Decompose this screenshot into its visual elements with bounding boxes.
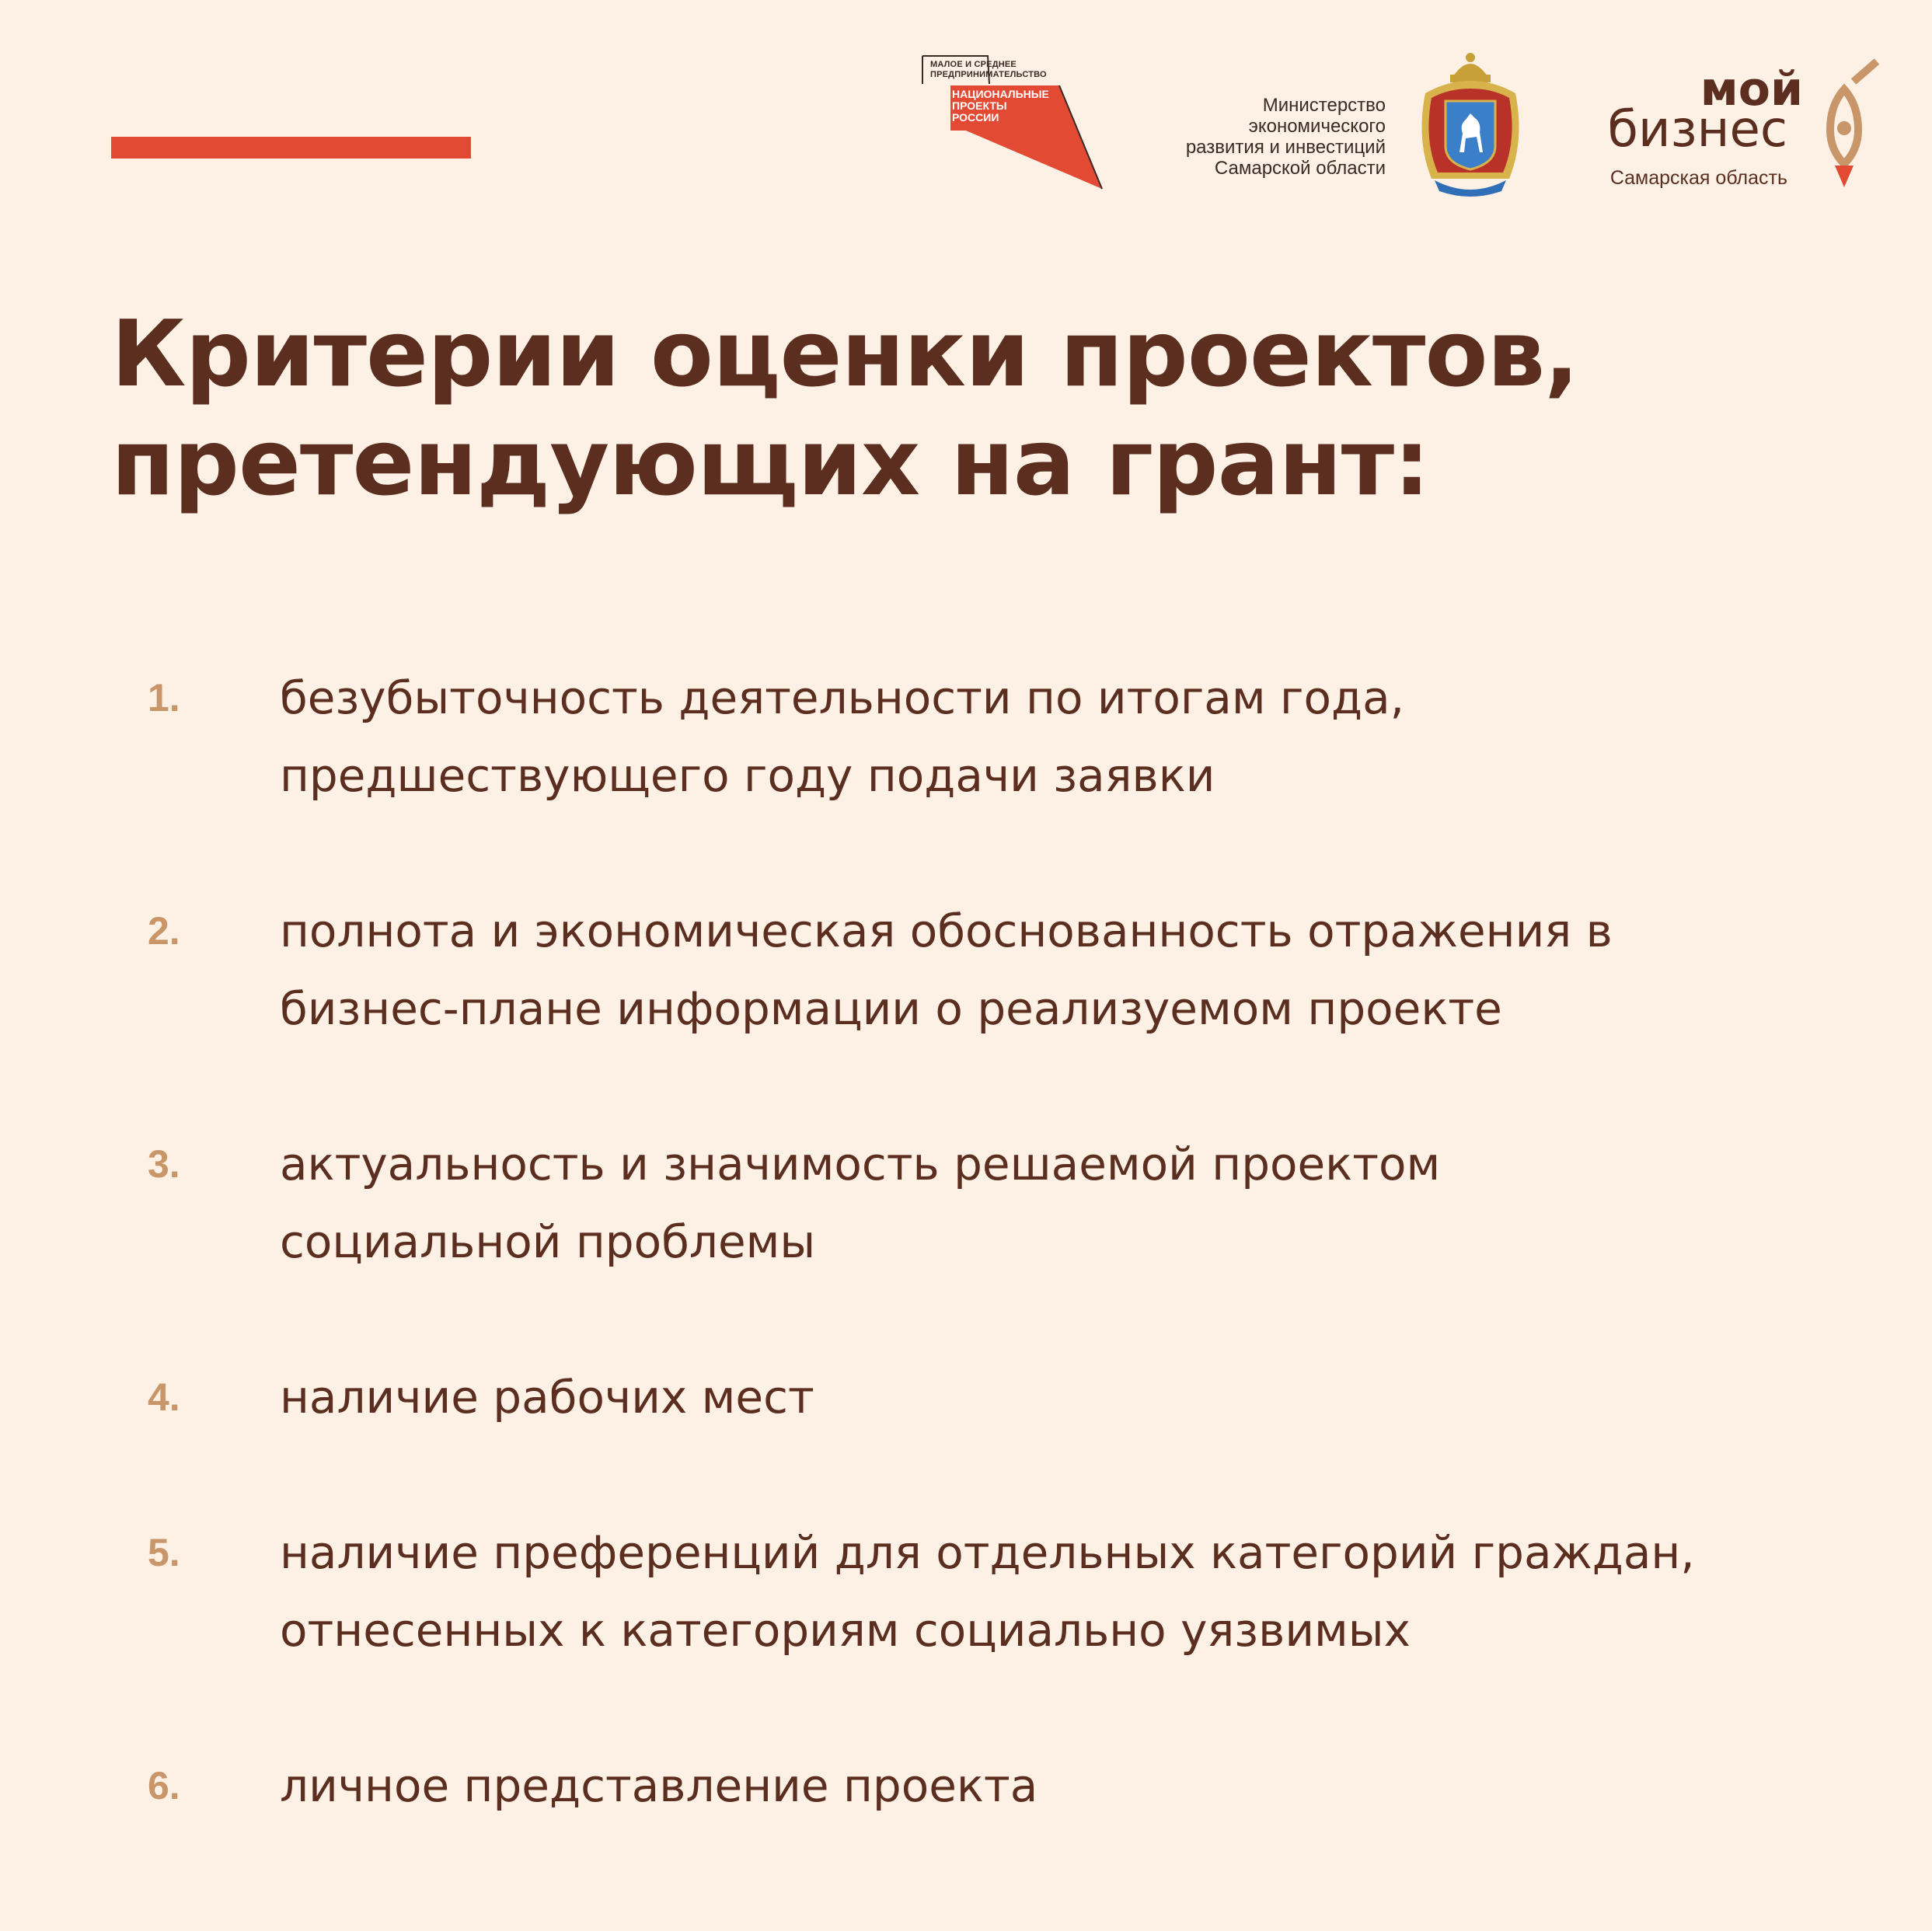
criteria-line: социальной проблемы (280, 1215, 816, 1268)
moy-biznes-word-1: мой (1700, 62, 1803, 117)
np-box-line-1: НАЦИОНАЛЬНЫЕ (952, 88, 1049, 100)
np-box-line-2: ПРОЕКТЫ (952, 99, 1007, 112)
np-top-line-2: ПРЕДПРИНИМАТЕЛЬСТВО (930, 70, 1047, 79)
criteria-line: полнота и экономическая обоснованность отражения в (280, 905, 1613, 957)
np-top-line-1: МАЛОЕ И СРЕДНЕЕ (930, 60, 1017, 69)
accent-bar (111, 137, 471, 159)
criteria-text (280, 1514, 1834, 1669)
national-projects-logo (919, 53, 1106, 193)
criteria-line: наличие рабочих мест (280, 1371, 814, 1424)
criteria-line: отнесенных к категориям социально уязвимых (280, 1604, 1411, 1657)
criteria-line: личное представление проекта (280, 1759, 1038, 1812)
criteria-line: предшествующего году подачи заявки (280, 749, 1215, 802)
moy-biznes-word-2: бизнес (1607, 101, 1787, 159)
moy-biznes-logo (1593, 58, 1888, 198)
criteria-line: актуальность и значимость решаемой проектом (280, 1138, 1441, 1190)
ministry-line-4: Самарской области (1214, 158, 1386, 179)
criteria-text (280, 1125, 1834, 1281)
ministry-line-2: экономического (1248, 116, 1386, 137)
national-projects-top-text (930, 60, 1047, 80)
criteria-line: безубыточность деятельности по итогам года, (280, 671, 1405, 724)
criteria-number: 6. (148, 1764, 180, 1807)
moy-biznes-region: Самарская область (1609, 167, 1787, 189)
criteria-text (280, 1358, 1834, 1436)
rocket-icon (1807, 58, 1888, 190)
np-box-line-3: РОССИИ (952, 111, 999, 124)
criteria-line: наличие преференций для отдельных категорий граждан, (280, 1526, 1695, 1579)
criteria-number: 3. (148, 1142, 180, 1186)
coat-of-arms-icon (1408, 47, 1533, 202)
criteria-text (280, 1747, 1834, 1825)
ministry-caption (1127, 95, 1386, 179)
page-title-line-1: Критерии оценки проектов, (111, 300, 1579, 407)
criteria-text (280, 659, 1834, 814)
ministry-line-3: развития и инвестиций (1185, 137, 1386, 158)
criteria-number: 4. (148, 1375, 180, 1419)
national-projects-box-text (952, 89, 1049, 124)
criteria-number: 2. (148, 909, 180, 953)
criteria-number: 5. (148, 1531, 180, 1574)
page-title (111, 299, 1578, 517)
criteria-line: бизнес-плане информации о реализуемом проекте (280, 982, 1502, 1035)
criteria-text (280, 892, 1834, 1047)
criteria-number: 1. (148, 676, 180, 720)
page-title-line-2: претендующих на грант: (111, 409, 1430, 516)
ministry-line-1: Министерство (1262, 95, 1386, 116)
